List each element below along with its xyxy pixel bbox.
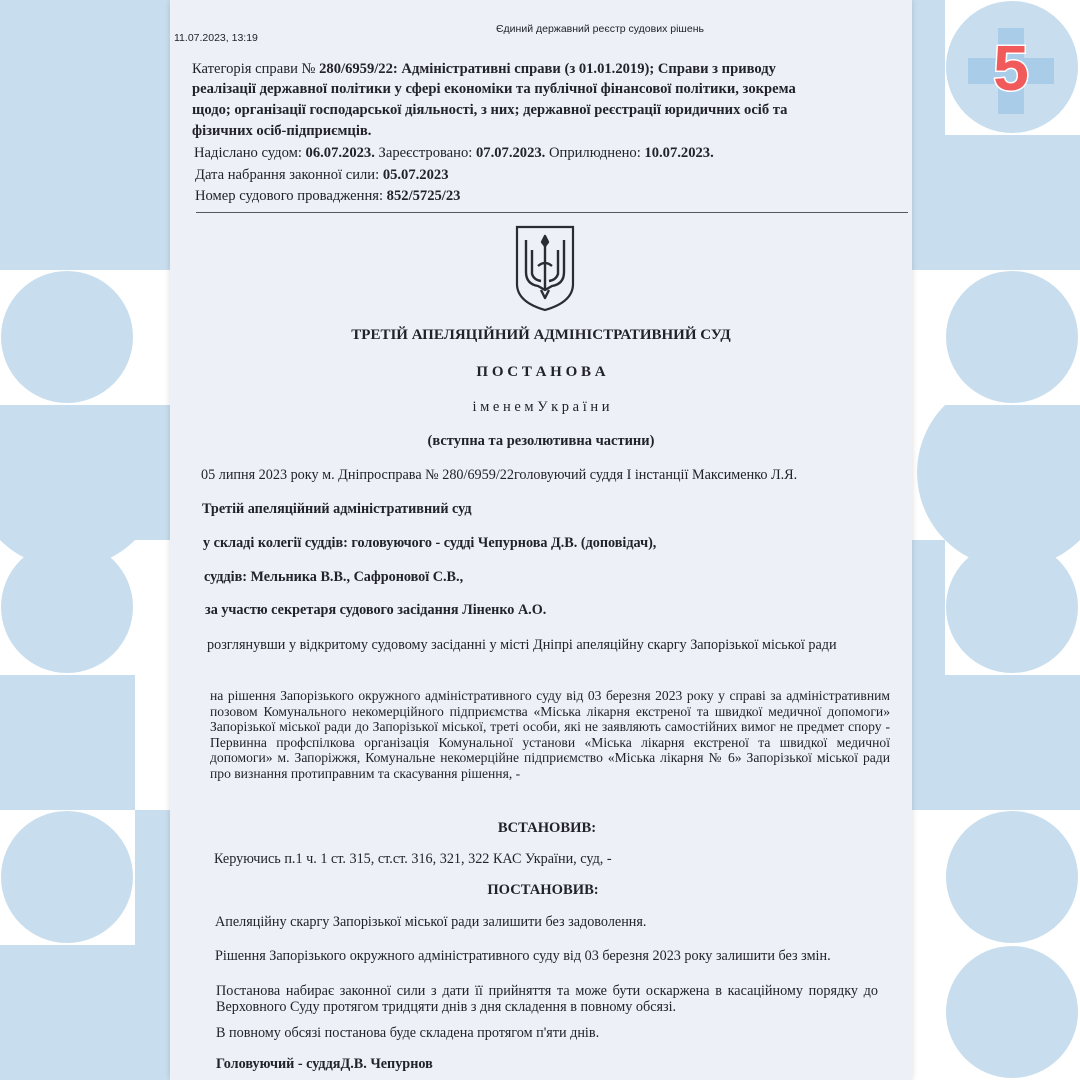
effective-date-line: Дата набрання законної сили: 05.07.2023 (195, 167, 449, 183)
category-line-1: Категорія справи № 280/6959/22: Адміністративні справи (з 01.01.2019); Справи з приводу (192, 61, 776, 77)
court-document-page (170, 0, 912, 1080)
header-divider (196, 212, 908, 213)
date-and-case-line: 05 липня 2023 року м. Дніпросправа № 280/6959/22головуючий суддя І інстанції Максименко Л.Я. (201, 467, 798, 483)
proceeding-number-line: Номер судового провадження: 852/5725/23 (195, 188, 461, 204)
resolved-heading: ПОСТАНОВИВ: (487, 882, 599, 898)
presiding-judge-signature: Головуючий - суддяД.В. Чепурнов (216, 1056, 433, 1072)
secretary-line: за участю секретаря судового засідання Ліненко А.О. (205, 602, 547, 618)
in-name-of-ukraine: і м е н е м У к р а ї н и (472, 399, 610, 415)
category-line-3: щодо; організації господарської діяльності, з них; державної реєстрації юридичних осіб та (192, 102, 788, 118)
category-line-4: фізичних осіб-підприємців. (192, 123, 372, 139)
category-line-2: реалізації державної політики у сфері економіки та публічної фінансової політики, зокрема (192, 81, 796, 97)
resolution-item-2: Рішення Запорізького окружного адміністративного суду від 03 березня 2023 року залишити без змін. (215, 948, 831, 964)
resolution-item-1: Апеляційну скаргу Запорізької міської ради залишити без задоволення. (215, 914, 647, 930)
ukraine-trident-icon (514, 224, 576, 312)
court-name-heading: ТРЕТІЙ АПЕЛЯЦІЙНИЙ АДМІНІСТРАТИВНИЙ СУД (351, 327, 731, 343)
considered-paragraph: розглянувши у відкритому судовому засіданні у місті Дніпрі апеляційну скаргу Запорізької міської ради (207, 637, 837, 653)
print-timestamp: 11.07.2023, 13:19 (174, 32, 258, 44)
dates-line: Надіслано судом: 06.07.2023. Зареєстровано: 07.07.2023. Оприлюднено: 10.07.2023. (194, 145, 714, 161)
appealed-decision-paragraph: на рішення Запорізького окружного адміністративного суду від 03 березня 2023 року у справі за адміністративним позовом Комунального некомерційного підприємства «Міська лікарня екстреної та швидкої медичної допомоги» Запорізької міської ради до Запорізької міської, треті особи, які не заявляють самостійних вимог не предмет спору - Первинна профспілкова організація Комунальної установи «Міська лікарня екстреної та швидкої медичної допомоги» м. Запоріжжя, Комунальне некомерційне підприємство «Міська лікарня № 6» Запорізької міської ради про визнання протиправним та скасування рішення, - (210, 688, 890, 781)
guided-by-line: Керуючись п.1 ч. 1 ст. 315, ст.ст. 316, 321, 322 КАС України, суд, - (214, 851, 612, 867)
document-parts-note: (вступна та резолютивна частини) (427, 433, 655, 449)
document-type-heading: П О С Т А Н О В А (476, 364, 606, 380)
resolution-item-4: В повному обсязі постанова буде складена протягом п'яти днів. (216, 1025, 600, 1041)
svg-text:5: 5 (993, 32, 1029, 104)
court-composition-line: Третій апеляційний адміністративний суд (202, 501, 472, 517)
panel-line: у складі колегії суддів: головуючого - судді Чепурнова Д.В. (доповідач), (203, 535, 657, 551)
established-heading: ВСТАНОВИВ: (497, 820, 597, 836)
channel-5-logo-icon (968, 28, 1054, 114)
judges-line: суддів: Мельника В.В., Сафронової С.В., (204, 569, 464, 585)
registry-name: Єдиний державний реєстр судових рішень (496, 23, 704, 35)
resolution-item-3: Постанова набирає законної сили з дати її прийняття та може бути оскаржена в касаційному порядку до Верховного Суду протягом тридцяти днів з дня складення в повному обсязі. (216, 983, 878, 1015)
